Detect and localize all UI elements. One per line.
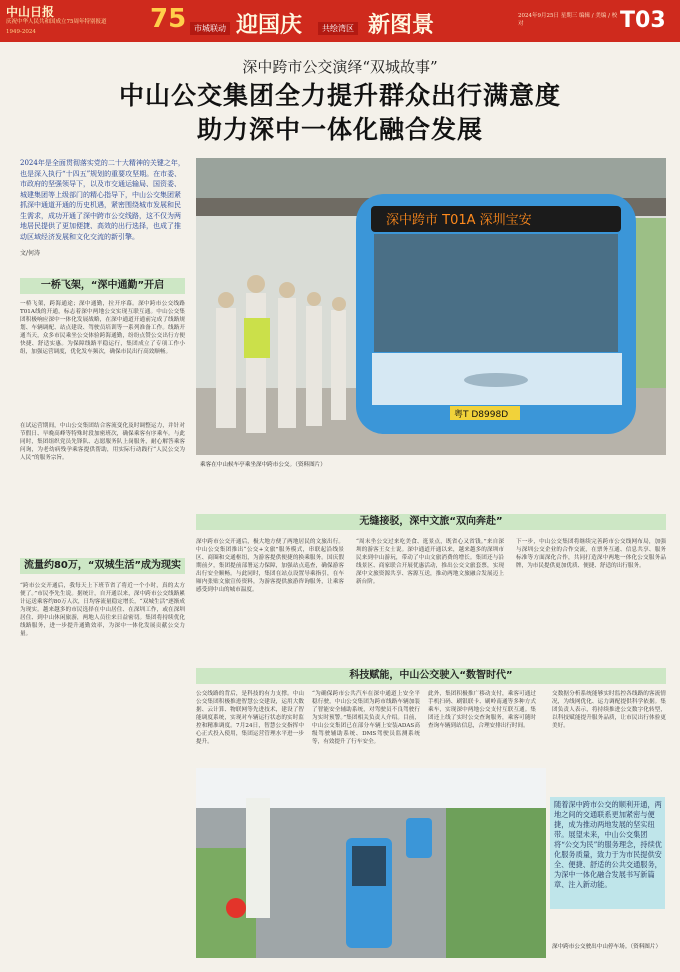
body-col5: 公交线路的背后，是科技的有力支撑。中山公交集团积极推进智慧公交建设，运用大数据、云计算、物联网等先进技术，建设了智能调度系统，实现对车辆运行状态的实时监控和精准调度。7月24日，智慧公交指挥中心正式投入使用，集团运营管理水平进一步提升。 bbox=[196, 691, 304, 745]
masthead-subtitle: 庆祝中华人民共和国成立75周年特别报道 bbox=[6, 19, 107, 25]
body-col8: 交数据分析系统能够实时监控各线路的客流情况，为线网优化、运力调配提供科学依据。集团负责人表示，将持续推进公交数字化转型，以科技赋能提升服务品质，让市民出行体验更美好。 bbox=[552, 691, 666, 729]
body-col7: 此外，集团积极推广移动支付，乘客可通过手机扫码、刷银联卡、刷岭南通等多种方式乘车，实现深中两地公交支付互联互通。集团还上线了实时公交查询服务，乘客可随时查询车辆到站信息，合理安排出行时间。 bbox=[428, 691, 536, 729]
body-col2: 深中跨市公交开通后，极大地方便了两地居民的文旅出行。中山公交集团推出“公交+文旅”服务模式，串联起沿线景区、商圈和交通枢纽，为游客提供便捷的换乘服务。国庆假期前夕，集团提前部署运力保障，加强站点巡查，确保游客出行安全顺畅。与此同时，集团在站点设置导乘指引，在车厢内张贴文旅宣传资料，为游客提供旅游咨询服务，让乘客感受到中山的城市温度。 bbox=[196, 539, 344, 593]
callout-text: 随着深中跨市公交的顺利开通，两地之间的交通联系更加紧密与便捷，成为推动两地发展的坚实纽带。展望未来，中山公交集团将“公交为民”的服务理念，持续优化服务质量，致力于为市民提供安全、便捷、舒适的公共交通服务，为深中一体化融合发展书写新篇章、注入新动能。 bbox=[554, 800, 662, 889]
newspaper-logo: 中山日报 bbox=[6, 5, 55, 19]
section-heading-1: 一桥飞架，“深中通勤”开启 bbox=[20, 278, 185, 294]
chip-city-link: 市城联动 bbox=[190, 22, 230, 35]
article-intro: 2024年是全面贯彻落实党的二十大精神的关键之年，也是深入执行“十四五”规划的重要攻坚期。在市委、市政府的坚强领导下，以及市交通运输局、国资委、城建集团等上级部门的精心指导下，中山公交集团紧抓深中通道开通的历史机遇，紧密围绕城市发展和民生需求，成功开通了深中跨市公交线路，这不仅为两地居民提供了更加便捷、高效的出行选择，也成了推动区域经济发展和文化交流的新引擎。 bbox=[20, 159, 185, 241]
slogan-national-day: 迎国庆 bbox=[236, 13, 303, 38]
page-number: T03 bbox=[620, 8, 666, 33]
photo2-illustration bbox=[196, 768, 546, 958]
section-heading-4: 科技赋能，中山公交驶入“数智时代” bbox=[196, 668, 666, 684]
body-col4: 下一步，中山公交集团将继续完善跨市公交线网布局，加强与深圳公交企业的合作交流，在票务互通、信息共享、服务标准等方面深化合作，共同打造深中两地一体化公交服务品牌，为市民提供更加优质、便捷、舒适的出行服务。 bbox=[516, 539, 666, 569]
kicker-headline: 深中跨市公交演绎“双城故事” bbox=[242, 58, 438, 76]
section-heading-3: 无缝接驳，深中文旅“双向奔赴” bbox=[196, 514, 666, 530]
body-col6: “为确保跨市公共汽车在深中通道上安全平稳行驶，中山公交集团为跨市线路车辆加装了智能安全辅助系统，对驾驶员不良驾驶行为实时预警。”集团相关负责人介绍。目前，中山公交集团已在部分车辆上安装ADAS高级驾驶辅助系统、DMS驾驶员监测系统等，有效提升了行车安全。 bbox=[312, 691, 420, 745]
photo-passengers-boarding-bus bbox=[196, 158, 666, 455]
masthead bbox=[0, 0, 680, 42]
body-col1b: 在试运营期间，中山公交集团结合客流变化及时调整运力，并针对节假日、早晚高峰等特殊时段加密班次，确保乘客有序乘车。与此同时，集团组织党员先锋队、志愿服务队上岗服务，耐心解答乘客问询，为老幼病残孕乘客提供帮助，用实际行动践行“人民公交为人民”的服务宗旨。 bbox=[20, 423, 185, 461]
body-col3: “周末坐公交过来吃美食、逛景点，既省心又省钱。”来自深圳的游客王女士说。深中通道开通以来，越来越多的深圳市民来到中山游玩，带动了中山文旅消费的增长。集团还与沿线景区、商家联合开展优惠活动，推出公交文旅套票，实现深中文旅资源共享、客源互送，推动两地文旅融合发展迈上新台阶。 bbox=[356, 539, 504, 585]
slogan-new-scene: 新图景 bbox=[368, 13, 435, 38]
photo-bus-leaving-depot bbox=[196, 768, 546, 958]
bus-license-plate: 粤T D8998D bbox=[454, 410, 509, 420]
body-col1: 一桥飞架，跨海通途；深中通勤，拉开序幕。深中跨市公交线路T01A线的开通，标志着深中两地公交实现互联互通。中山公交集团积极响应深中一体化发展战略，在深中通道开通前完成了线路规划、车辆调配、站点建设、驾驶员培训等一系列准备工作。线路开通当天，众多市民乘坐公交体验跨海通勤，纷纷点赞公交出行方便快捷、舒适实惠。为保障线路平稳运行，集团成立了专项工作小组，加强运营调度，优化发车频次，确保市民出行高效顺畅。 bbox=[20, 301, 185, 355]
main-title-line-1: 中山公交集团全力提升群众出行满意度 bbox=[118, 81, 561, 110]
chip-bay-area: 共绘湾区 bbox=[318, 22, 358, 35]
photo-caption-1: 乘客在中山候车亭乘坐深中跨市公交。（资料图片） bbox=[200, 462, 326, 468]
masthead-years: 1949-2024 bbox=[6, 29, 36, 35]
author-byline: 文/何涛 bbox=[20, 250, 41, 257]
bus-overlay bbox=[196, 158, 666, 455]
body-col1c: “跨市公交开通后，我每天上下班节省了将近一个小时，真的太方便了。”市民李先生说。据统计，自开通以来，深中跨市公交线路累计运送乘客约80万人次，日均客流量稳定增长，“双城生活”逐渐成为现实。越来越多的市民选择在中山居住、在深圳工作，或在深圳居住、到中山休闲旅游，两地人员往来日益密切。集团将持续优化线路服务，进一步提升通勤效率，为深中一体化发展贡献公交力量。 bbox=[20, 583, 185, 637]
bus-destination-sign: 深中跨市 T01A 深圳宝安 bbox=[386, 213, 532, 228]
section-heading-2: 流量约80万，“双城生活”成为现实 bbox=[20, 558, 185, 574]
main-title-line-2: 助力深中一体化融合发展 bbox=[196, 115, 483, 144]
photo-caption-2: 深中跨市公交驶出中山停车场。（资料图片） bbox=[552, 944, 662, 950]
issue-info: 2024年9月25日 星期三 编辑 / 美编 / 校对 bbox=[518, 13, 618, 27]
anniversary-number: 75 bbox=[150, 4, 187, 34]
